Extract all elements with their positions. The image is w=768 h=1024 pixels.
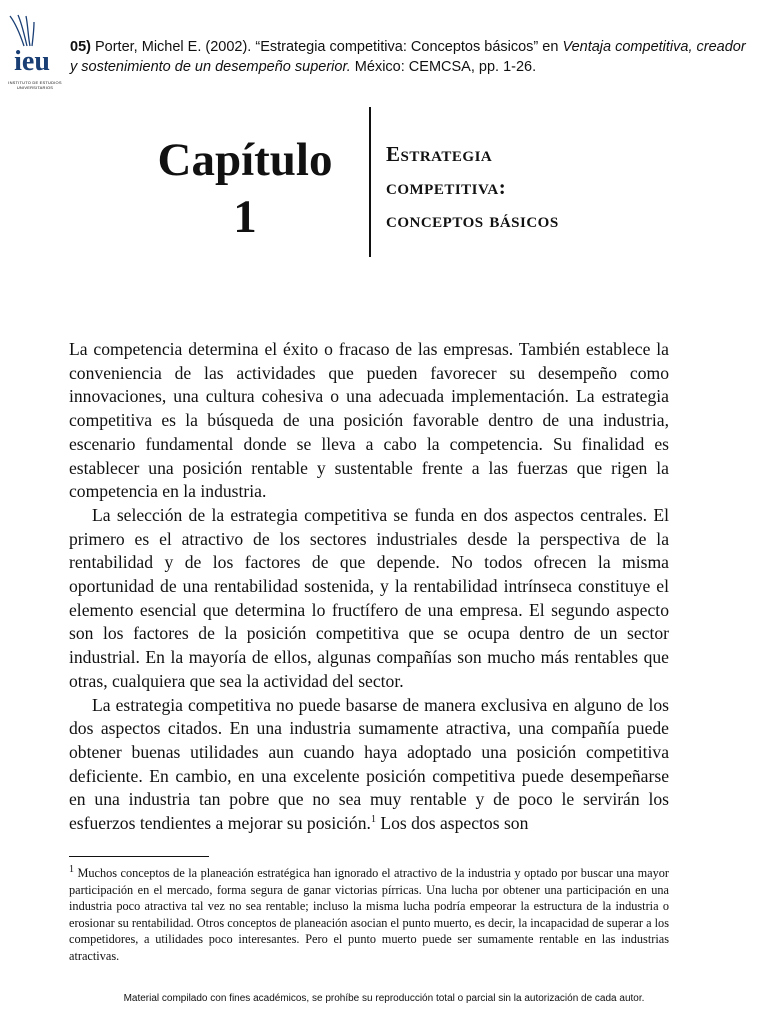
- citation-publisher: México: CEMCSA, pp. 1-26.: [350, 59, 537, 75]
- citation-number: 05): [70, 39, 91, 55]
- logo-wordmark: ieu: [14, 46, 50, 77]
- chapter-title: [386, 138, 726, 237]
- citation-text: Porter, Michel E. (2002). “Estrategia competitiva: Conceptos básicos” en: [90, 39, 563, 55]
- chapter-title-line: conceptos básicos: [386, 208, 559, 232]
- footnote-ref[interactable]: 1: [370, 814, 376, 826]
- page-footer: Material compilado con fines académicos, se prohíbe su reproducción total o parcial sin la autorización de cada autor.: [123, 993, 645, 1004]
- paragraph: La estrategia competitiva no puede basarse de manera exclusiva en alguno de los dos aspectos citados. En una industria sumamente atractiva, una compañía puede obtener buenas utilidades aun cuando haya adoptado una posición competitiva deficiente. En cambio, en una excelente posición competitiva puede desempeñarse en una industria tan pobre que no sea muy rentable y de poco le servirán los esfuerzos tendientes a mejorar su posición.$^1$ Los dos aspectos son: [69, 694, 669, 834]
- paragraph: La competencia determina el éxito o fracaso de las empresas. También establece la conveniencia de las actividades que pueden favorecer su desempeño como innovaciones, una cultura cohesiva o una adecuada implementación. La estrategia competitiva es la búsqueda de una posición favorable dentro de una industria, escenario fundamental donde se lleva a cabo la competencia. Su finalidad es establecer una posición rentable y sustentable frente a las fuerzas que rigen la competencia en la industria.: [69, 339, 669, 502]
- body-text: [69, 338, 669, 836]
- ieu-logo: [6, 12, 62, 92]
- chapter-title-line: Estrategia: [386, 142, 493, 166]
- citation-book-title: Ventaja competitiva, creador y sostenimiento de un desempeño superior.: [70, 39, 746, 75]
- chapter-title-line: competitiva:: [386, 175, 507, 199]
- paragraph: La selección de la estrategia competitiva se funda en dos aspectos centrales. El primero es el atractivo de los sectores industriales desde la perspectiva de la rentabilidad y de los factores de que depende. No todos ofrecen la misma oportunidad de una rentabilidad sostenida, y la rentabilidad intrínseca constituye el elemento esencial que determina lo fructífero de una empresa. El segundo aspecto son los factores de la posición competitiva que se ocupa dentro de un sector industrial. En la mayoría de ellos, algunas compañías son mucho más rentables que otras, cualquiera que sea la actividad del sector.: [69, 504, 669, 691]
- citation: [70, 37, 750, 77]
- footnote-marker: 1: [69, 863, 74, 875]
- footnote-divider: [69, 856, 209, 857]
- chapter-label: Capítulo: [157, 134, 333, 186]
- logo-subtitle: INSTITUTO DE ESTUDIOS UNIVERSITARIOS: [8, 80, 62, 90]
- footnote-text: Muchos conceptos de la planeación estratégica han ignorado el atractivo de la industria y optado por buscar una mayor participación en el mercado, forma segura de ganar victorias pírricas. Una lucha por obtener una participación en una industria poco atractiva tal vez no sea rentable; incluso la misma lucha podría empeorar la estructura de la industria o erosionar su rentabilidad. Otros conceptos de planeación asocian el punto muerto, es decir, la incapacidad de superar a los competidores, a utilidades poco interesantes. Pero el punto muerto puede ser sumamente rentable en las industrias atractivas.: [69, 866, 669, 963]
- chapter-number: 1: [233, 191, 257, 243]
- footnote: [69, 865, 669, 964]
- ieu-logo-icon: [6, 12, 58, 80]
- chapter-divider: [369, 107, 371, 257]
